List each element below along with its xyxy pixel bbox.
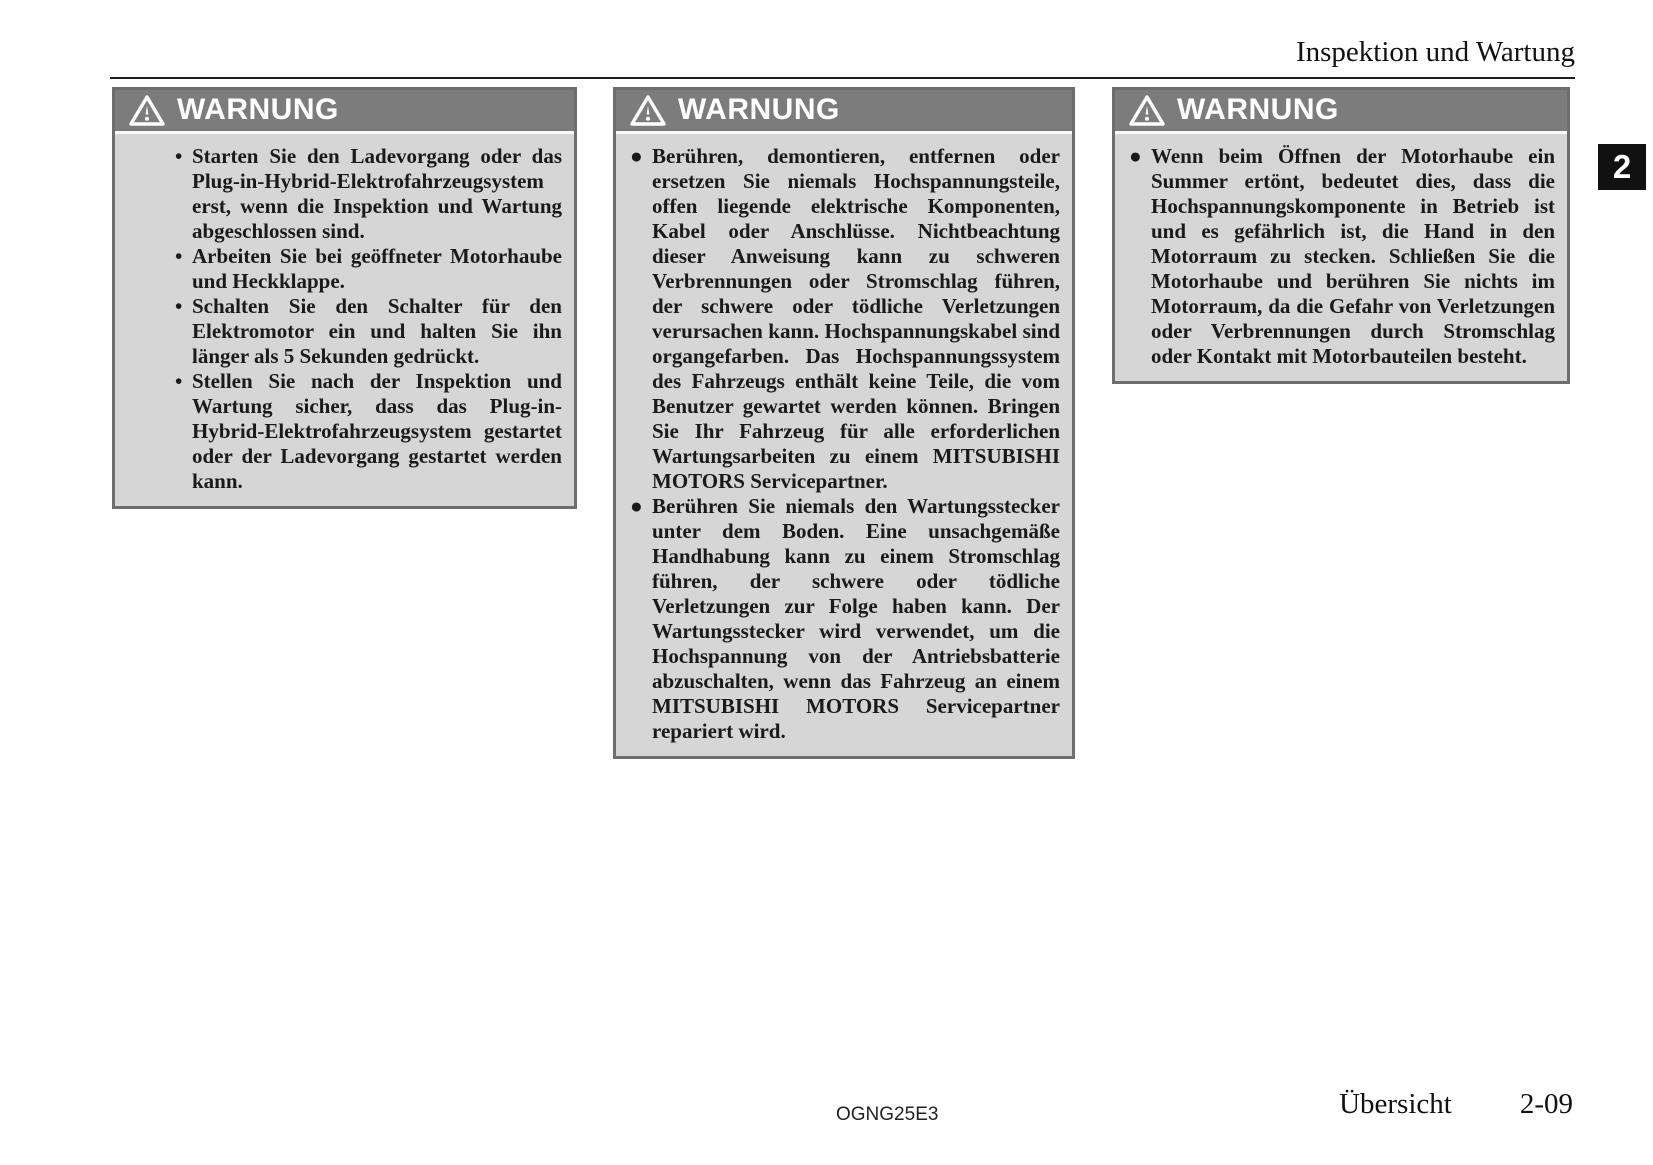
warning-triangle-icon [629,94,667,127]
footer-page-number: 2-09 [1519,1088,1573,1120]
warning-box-2 [613,87,1075,759]
warning-body [1115,134,1567,381]
bullet-marker: ● [630,494,643,518]
warning-item [630,494,1060,744]
bullet-marker: ● [1129,144,1142,168]
bullet-marker: • [175,294,183,318]
footer [1339,1088,1573,1121]
warning-title: WARNUNG [1177,92,1339,126]
warning-text: Schalten Sie den Schalter für den Elektromotor ein und halten Sie ihn länger als 5 Sekunden gedrückt. [192,294,562,368]
bullet-marker: • [175,244,183,268]
page-title: Inspektion und Wartung [1295,36,1575,68]
bullet-marker: • [175,144,183,168]
bullet-marker: ● [630,144,643,168]
warning-header [1115,90,1567,134]
chapter-tab: 2 [1598,144,1646,190]
warning-item [630,144,1060,494]
warning-text: Berühren Sie niemals den Wartungsstecker unter dem Boden. Eine unsachgemäße Handhabung kann zu einem Stromschlag führen, der schwere oder tödliche Verletzungen zur Folge haben kann. Der Wartungsstecker wird verwendet, um die Hochspannung von der Antriebsbatterie abzuschalten, wenn das Fahrzeug an einem MITSUBISHI MOTORS Servicepartner repariert wird. [652,494,1060,743]
warning-title: WARNUNG [177,92,339,126]
footer-section-title: Übersicht [1339,1088,1452,1120]
warning-text: Stellen Sie nach der Inspektion und Wartung sicher, dass das Plug-in-Hybrid-Elektrofahrzeugsystem gestartet oder der Ladevorgang gestartet werden kann. [192,369,562,493]
warning-text: Wenn beim Öffnen der Motorhaube ein Summer ertönt, bedeutet dies, dass die Hochspannungskomponente in Betrieb ist und es gefährlich ist, die Hand in den Motorraum zu stecken. Schließen Sie die Motorhaube und berühren Sie nichts im Motorraum, da die Gefahr von Verletzungen oder Verbrennungen durch Stromschlag oder Kontakt mit Motorbauteilen besteht. [1151,144,1555,368]
warning-item [175,244,562,294]
warning-text: Arbeiten Sie bei geöffneter Motorhaube und Heckklappe. [192,244,562,293]
warning-box-3 [1112,87,1570,384]
warning-box-1 [112,87,577,509]
warning-item [175,369,562,494]
warning-triangle-icon [128,94,166,127]
warning-header [115,90,574,134]
warning-triangle-icon [1128,94,1166,127]
warning-header [616,90,1072,134]
warning-item [1129,144,1555,369]
warning-item [175,294,562,369]
warning-text: Starten Sie den Ladevorgang oder das Plug-in-Hybrid-Elektrofahrzeugsystem erst, wenn die Inspektion und Wartung abgeschlossen sind. [192,144,562,243]
document-code: OGNG25E3 [836,1104,939,1125]
warning-body [616,134,1072,756]
warning-item [175,144,562,244]
warning-text: Berühren, demontieren, entfernen oder ersetzen Sie niemals Hochspannungsteile, offen liegende elektrische Komponenten, Kabel oder Anschlüsse. Nichtbeachtung dieser Anweisung kann zu schweren Verbrennungen oder Stromschlag führen, der schwere oder tödliche Verletzungen verursachen kann. Hochspannungskabel sind organgefarben. Das Hochspannungssystem des Fahrzeugs enthält keine Teile, die vom Benutzer gewartet werden können. Bringen Sie Ihr Fahrzeug für alle erforderlichen Wartungsarbeiten zu einem MITSUBISHI MOTORS Servicepartner. [652,144,1060,493]
warning-body [115,134,574,506]
header-rule [110,77,1575,79]
bullet-marker: • [175,369,183,393]
warning-title: WARNUNG [678,92,840,126]
